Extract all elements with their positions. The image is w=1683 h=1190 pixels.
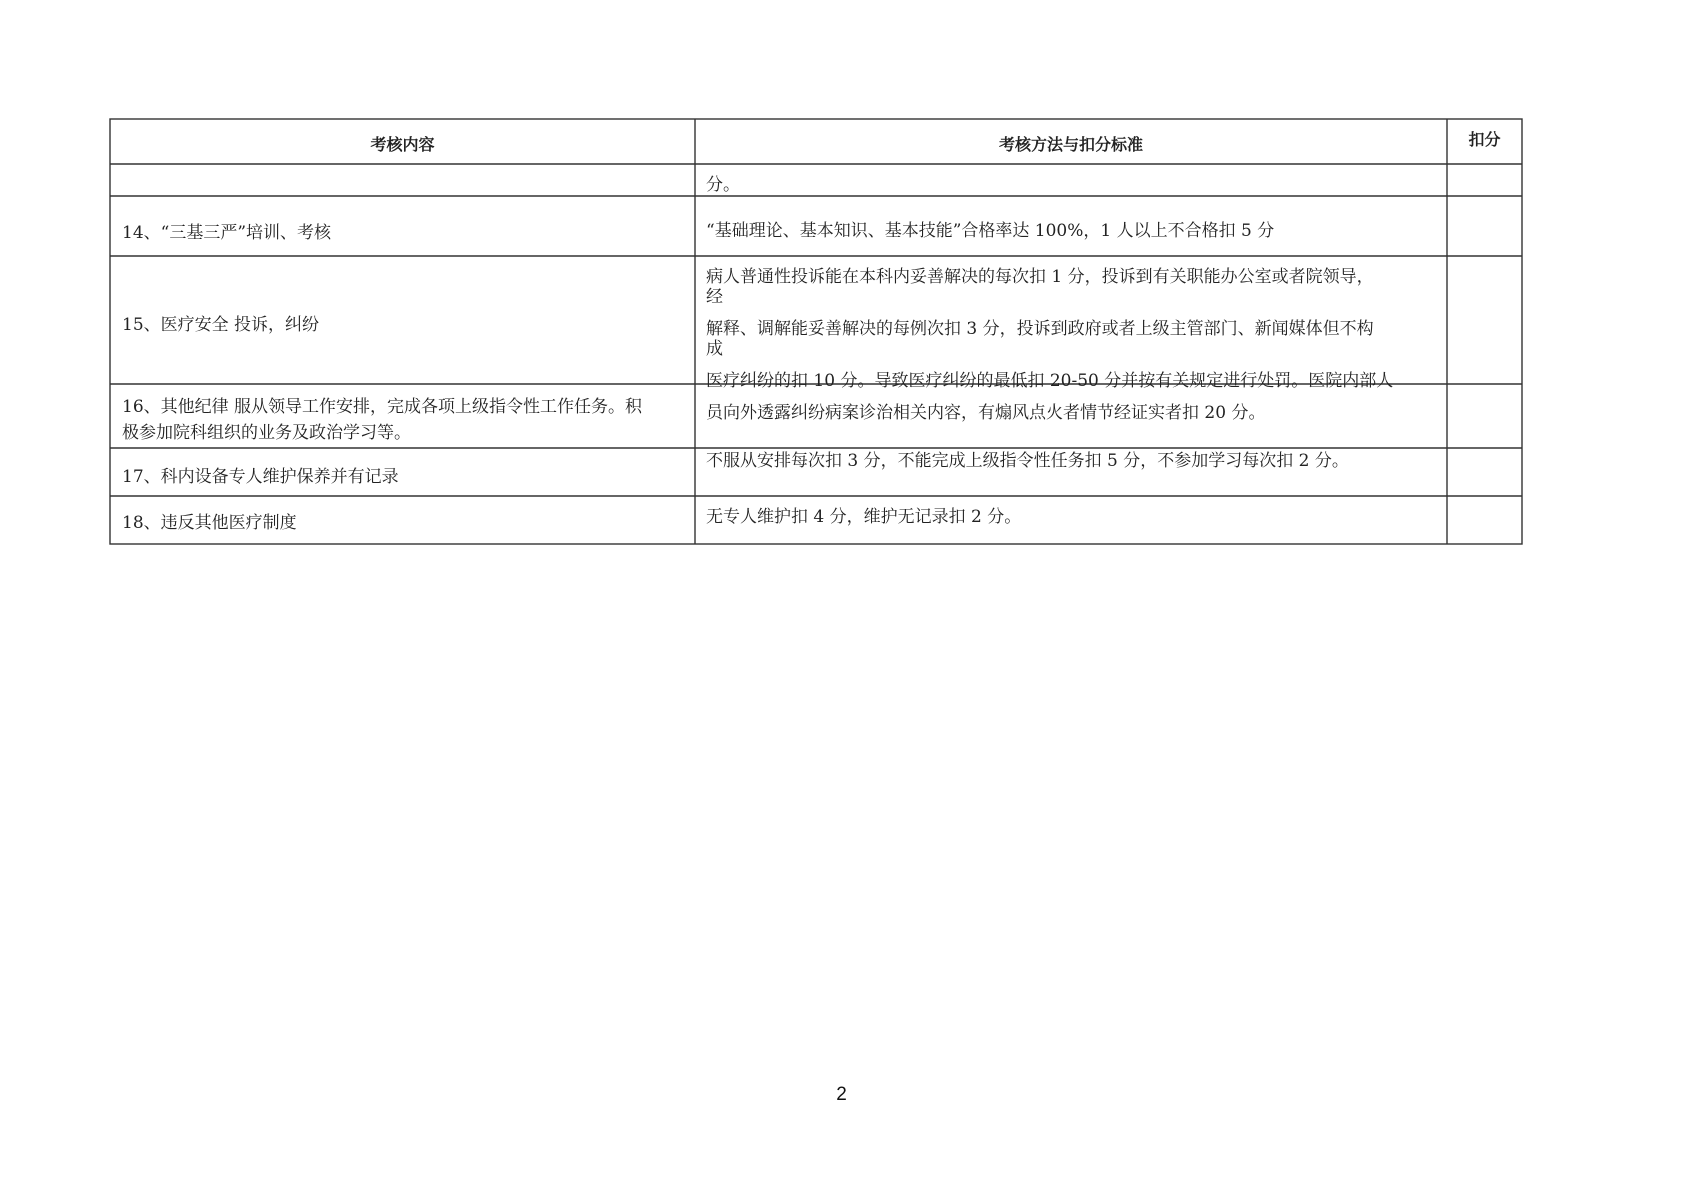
row-0-method-line-0: 分。	[706, 175, 740, 195]
header-deduction: 扣分	[1468, 130, 1501, 149]
row-5-content: 18、违反其他医疗制度	[122, 513, 297, 533]
row-2-method-line-0: 病人普通性投诉能在本科内妥善解决的每次扣 1 分，投诉到有关职能办公室或者院领导，	[706, 267, 1374, 287]
row-4-method-line-0: 不服从安排每次扣 3 分，不能完成上级指令性任务扣 5 分，不参加学习每次扣 2 分。	[706, 451, 1349, 471]
row-2-method-line-5: 员向外透露纠纷病案诊治相关内容，有煽风点火者情节经证实者扣 20 分。	[706, 403, 1266, 423]
row-5-method-line-0: 无专人维护扣 4 分，维护无记录扣 2 分。	[706, 507, 1022, 527]
header-content: 考核内容	[370, 135, 435, 154]
row-3-content-line-0: 16、其他纪律 服从领导工作安排，完成各项上级指令性工作任务。积	[122, 397, 643, 417]
row-3-content-line-1: 极参加院科组织的业务及政治学习等。	[122, 423, 411, 443]
row-2-content: 15、医疗安全 投诉，纠纷	[122, 315, 320, 335]
row-2-method-line-3: 成	[706, 339, 723, 359]
row-4-content: 17、科内设备专人维护保养并有记录	[122, 467, 399, 487]
row-1-content: 14、“三基三严”培训、考核	[122, 223, 332, 243]
row-2-method-line-4: 医疗纠纷的扣 10 分。导致医疗纠纷的最低扣 20-50 分并按有关规定进行处罚。医院内部人	[706, 371, 1394, 391]
row-1-method-line-0: “基础理论、基本知识、基本技能”合格率达 100%，1 人以上不合格扣 5 分	[706, 221, 1275, 241]
row-2-method-line-1: 经	[706, 287, 723, 307]
page-number: 2	[836, 1084, 847, 1105]
row-2-method-line-2: 解释、调解能妥善解决的每例次扣 3 分，投诉到政府或者上级主管部门、新闻媒体但不构	[706, 319, 1374, 339]
header-method: 考核方法与扣分标准	[998, 135, 1143, 154]
